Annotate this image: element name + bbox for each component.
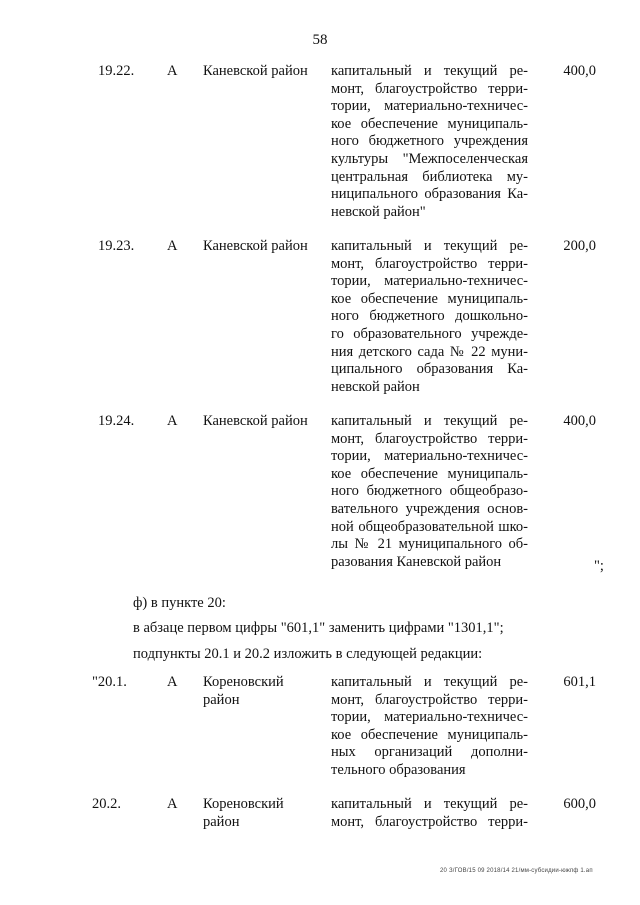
row-amount: 400,0 (563, 413, 596, 429)
row-amount: 600,0 (563, 796, 596, 812)
row-category: А (167, 63, 178, 79)
row-description: капитальный и текущий ре- монт, благоустройство терри- (331, 796, 528, 830)
row-amount: 200,0 (563, 238, 596, 254)
row-district: Каневской район (203, 238, 308, 254)
page-number: 58 (312, 32, 328, 48)
paragraph-subitems-intro: подпункты 20.1 и 20.2 изложить в следующей редакции: (133, 646, 483, 662)
row-district: Каневской район (203, 63, 308, 79)
row-category: А (167, 413, 178, 429)
row-district: Кореновский район (203, 674, 284, 708)
row-number: 19.24. (98, 413, 135, 429)
closing-quote: "; (594, 558, 604, 574)
row-district: Каневской район (203, 413, 308, 429)
row-district: Кореновский район (203, 796, 284, 830)
paragraph-item-f: ф) в пункте 20: (133, 595, 226, 611)
row-description: капитальный и текущий ре- монт, благоустройство терри- тории, материально-техничес- кое обеспечение муниципаль- ного бюджетного дошкольно- го образовательного учрежде- ния детского сада № 22 муни- ципального образования Ка- невской район (331, 238, 528, 395)
row-category: А (167, 674, 178, 690)
row-amount: 601,1 (563, 674, 596, 690)
row-description: капитальный и текущий ре- монт, благоустройство терри- тории, материально-техничес- кое обеспечение муниципаль- ного бюджетного учреждения культуры "Межпоселенческая центральная библиотека му- ниципального образования Ка- невской район" (331, 63, 528, 220)
row-number: "20.1. (92, 674, 127, 690)
document-footer: 20 З/ГОВ/15 09 2018/14 21/мм-субсидии-южпф 1.ап (440, 868, 593, 874)
row-description: капитальный и текущий ре- монт, благоустройство терри- тории, материально-техничес- кое обеспечение муниципаль- ных организаций дополни- тельного образования (331, 674, 528, 778)
paragraph-replace-figures: в абзаце первом цифры "601,1" заменить цифрами "1301,1"; (133, 620, 504, 636)
row-number: 20.2. (92, 796, 121, 812)
row-category: А (167, 238, 178, 254)
row-amount: 400,0 (563, 63, 596, 79)
row-category: А (167, 796, 178, 812)
row-description: капитальный и текущий ре- монт, благоустройство терри- тории, материально-техничес- кое обеспечение муниципаль- ного бюджетного общеобразо- вательного учреждения основ- ной общеобразовательной шко- лы № 21 муниципального об- разования Каневской район (331, 413, 528, 570)
row-number: 19.23. (98, 238, 135, 254)
row-number: 19.22. (98, 63, 135, 79)
